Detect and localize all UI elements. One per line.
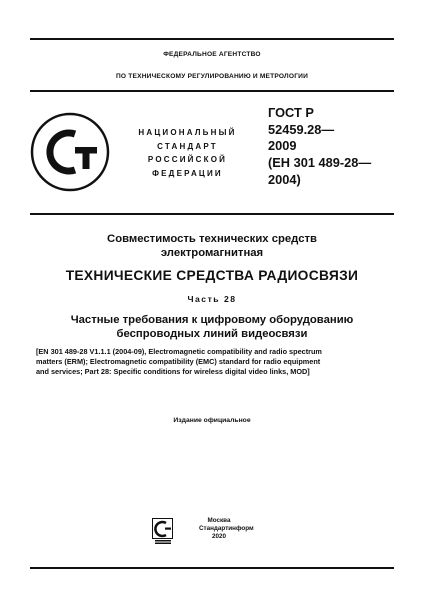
standartinform-logo-icon (152, 518, 197, 545)
title-line-2: электромагнитная (160, 247, 264, 259)
national-standard-label (120, 126, 255, 180)
en-reference-line-1: [EN 301 489-28 V1.1.1 (2004-09), Electromagnetic compatibility and radio spectrum (36, 347, 322, 356)
publisher-info (199, 517, 254, 542)
title-line-1: Совместимость технических средств (107, 233, 317, 245)
code-line-2: 52459.28— (268, 121, 335, 137)
code-line-1: ГОСТ Р (268, 105, 314, 120)
subtitle-line-2: беспроводных линий видеосвязи (116, 328, 308, 340)
standard-label-line-4: ФЕДЕРАЦИИ (152, 168, 223, 178)
standard-label-line-2: СТАНДАРТ (157, 141, 218, 151)
publisher-city: Москва (207, 517, 231, 524)
agency-line-2: ПО ТЕХНИЧЕСКОМУ РЕГУЛИРОВАНИЮ И МЕТРОЛОГИИ (115, 73, 309, 80)
agency-line-1: ФЕДЕРАЛЬНОЕ АГЕНТСТВО (163, 51, 261, 58)
publisher-name: Стандартинформ (199, 525, 254, 533)
en-reference (36, 347, 391, 377)
header-rule (30, 90, 394, 92)
edition-label: Издание официальное (173, 417, 251, 424)
code-line-4: (ЕН 301 489-28— (268, 155, 372, 171)
standard-label-line-3: РОССИЙСКОЙ (147, 155, 228, 164)
en-reference-line-2: matters (ERM); Electromagnetic compatibility (EMC) standard for radio equipment (36, 357, 321, 366)
top-rule (30, 38, 394, 40)
middle-rule (30, 213, 394, 215)
code-line-3: 2009 (268, 138, 297, 154)
code-line-5: 2004) (268, 171, 301, 187)
publisher-year: 2020 (211, 533, 226, 541)
standard-code (268, 105, 398, 189)
main-title: ТЕХНИЧЕСКИЕ СРЕДСТВА РАДИОСВЯЗИ (65, 268, 359, 283)
bottom-rule (30, 567, 394, 569)
part-number: Часть 28 (187, 294, 237, 304)
rst-certification-mark-icon (30, 112, 110, 192)
en-reference-line-3: and services; Part 28: Specific conditions for wireless digital video links, MOD] (36, 367, 310, 376)
standard-label-line-1: НАЦИОНАЛЬНЫЙ (138, 128, 237, 137)
subtitle-line-1: Частные требования к цифровому оборудованию (70, 314, 354, 326)
